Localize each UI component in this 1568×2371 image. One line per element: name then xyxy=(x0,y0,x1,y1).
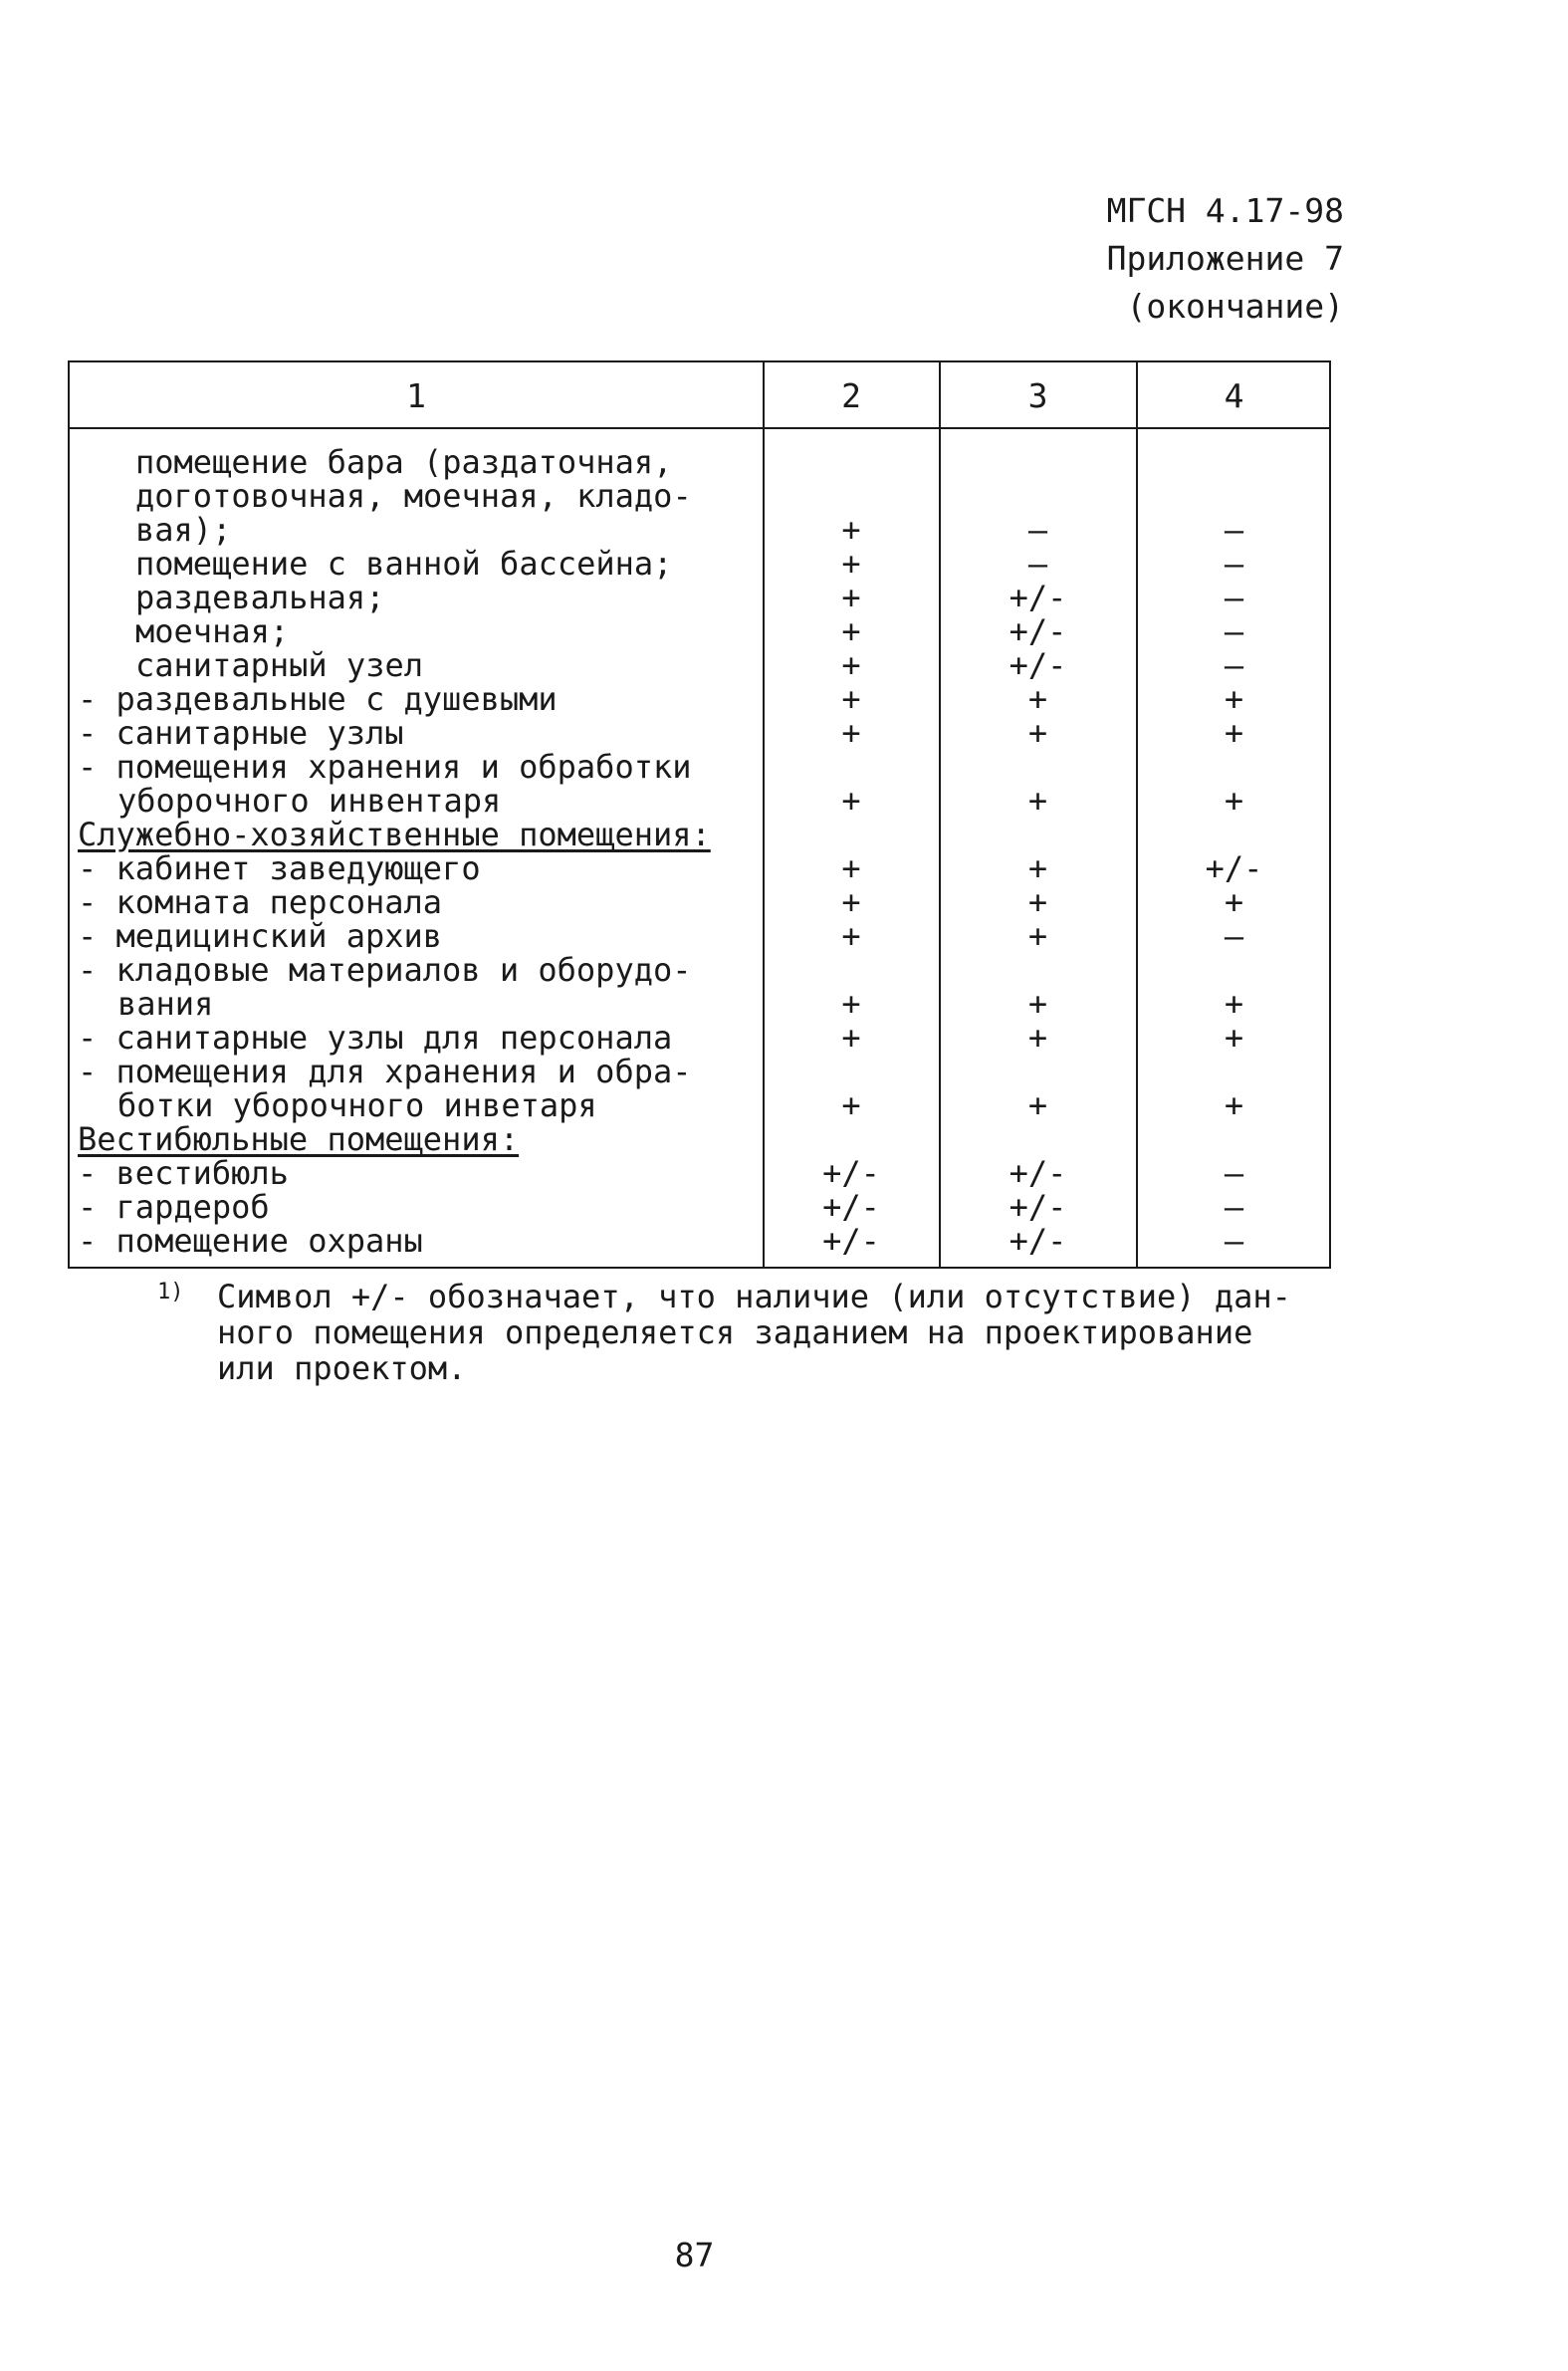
room-label: санитарный узел xyxy=(135,646,423,684)
table-row xyxy=(70,648,1329,682)
room-label: помещение бара (раздаточная, xyxy=(135,443,673,481)
value-col-4: – xyxy=(1224,511,1244,549)
continuation-note: (окончание) xyxy=(1126,287,1344,326)
value-col-3: – xyxy=(1027,545,1048,583)
room-label: - комната персонала xyxy=(78,883,443,921)
value-col-3: + xyxy=(1027,985,1048,1023)
appendix-label: Приложение 7 xyxy=(1106,239,1344,278)
footnote-line: Символ +/- обозначает, что наличие (или отсутствие) дан- xyxy=(217,1278,1291,1315)
value-col-2: + xyxy=(841,714,861,752)
value-col-3: +/- xyxy=(1008,1188,1067,1226)
value-col-4: + xyxy=(1224,883,1244,921)
value-col-2: + xyxy=(841,917,861,955)
value-col-4: – xyxy=(1224,1188,1244,1226)
room-label: доготовочная, моечная, кладо- xyxy=(135,477,692,515)
table-row xyxy=(70,1122,1329,1156)
value-col-4: – xyxy=(1224,612,1244,650)
table-row xyxy=(70,987,1329,1021)
table-row xyxy=(70,445,1329,479)
section-heading: Служебно-хозяйственные помещения: xyxy=(78,816,711,853)
value-col-4: +/- xyxy=(1205,849,1263,887)
room-label: - вестибюль xyxy=(78,1154,289,1192)
value-col-4: + xyxy=(1224,1086,1244,1124)
room-label: - раздевальные с душевыми xyxy=(78,680,558,718)
column-header-2: 2 xyxy=(841,376,861,415)
table-row xyxy=(70,581,1329,614)
room-label: - санитарные узлы xyxy=(78,714,404,752)
value-col-2: + xyxy=(841,782,861,820)
value-col-3: + xyxy=(1027,1019,1048,1057)
room-label: помещение с ванной бассейна; xyxy=(135,545,673,583)
value-col-2: + xyxy=(841,849,861,887)
table-row xyxy=(70,479,1329,513)
table-row xyxy=(70,1190,1329,1224)
table-row xyxy=(70,682,1329,716)
table-row xyxy=(70,614,1329,648)
table-row xyxy=(70,513,1329,547)
value-col-3: +/- xyxy=(1008,646,1067,684)
column-header-1: 1 xyxy=(406,376,426,415)
column-header-4: 4 xyxy=(1224,376,1244,415)
value-col-3: – xyxy=(1027,511,1048,549)
room-label: моечная; xyxy=(135,612,290,650)
value-col-4: – xyxy=(1224,646,1244,684)
room-label: - медицинский архив xyxy=(78,917,443,955)
value-col-3: + xyxy=(1027,680,1048,718)
room-label: - кабинет заведующего xyxy=(78,849,481,887)
value-col-4: + xyxy=(1224,985,1244,1023)
footnote-line: ного помещения определяется заданием на проектирование xyxy=(217,1313,1253,1351)
value-col-3: + xyxy=(1027,849,1048,887)
table-row xyxy=(70,784,1329,818)
page-number: 87 xyxy=(674,2236,715,2274)
value-col-4: + xyxy=(1224,782,1244,820)
value-col-2: + xyxy=(841,1086,861,1124)
value-col-3: +/- xyxy=(1008,579,1067,616)
table-row xyxy=(70,1224,1329,1258)
table-row xyxy=(70,1055,1329,1088)
value-col-4: – xyxy=(1224,1154,1244,1192)
value-col-3: +/- xyxy=(1008,1222,1067,1260)
value-col-2: + xyxy=(841,545,861,583)
room-label: вая); xyxy=(135,511,232,549)
header-divider xyxy=(70,427,1329,429)
value-col-3: + xyxy=(1027,883,1048,921)
rooms-table xyxy=(68,360,1331,1269)
value-col-2: +/- xyxy=(822,1188,880,1226)
value-col-4: + xyxy=(1224,714,1244,752)
value-col-4: + xyxy=(1224,680,1244,718)
value-col-3: + xyxy=(1027,782,1048,820)
value-col-4: – xyxy=(1224,545,1244,583)
value-col-2: + xyxy=(841,985,861,1023)
value-col-3: +/- xyxy=(1008,612,1067,650)
section-heading: Вестибюльные помещения: xyxy=(78,1120,520,1158)
table-row xyxy=(70,1088,1329,1122)
value-col-2: +/- xyxy=(822,1154,880,1192)
value-col-3: + xyxy=(1027,917,1048,955)
room-label: уборочного инвентаря xyxy=(117,782,502,820)
room-label: раздевальная; xyxy=(135,579,385,616)
value-col-3: + xyxy=(1027,1086,1048,1124)
table-row xyxy=(70,818,1329,851)
table-row xyxy=(70,919,1329,953)
room-label: ботки уборочного инветаря xyxy=(117,1086,597,1124)
value-col-3: + xyxy=(1027,714,1048,752)
value-col-2: + xyxy=(841,680,861,718)
table-row xyxy=(70,750,1329,784)
room-label: - помещения для хранения и обра- xyxy=(78,1053,692,1090)
table-row xyxy=(70,547,1329,581)
table-row xyxy=(70,1156,1329,1190)
value-col-4: – xyxy=(1224,917,1244,955)
room-label: - санитарные узлы для персонала xyxy=(78,1019,673,1057)
room-label: вания xyxy=(117,985,214,1023)
value-col-2: + xyxy=(841,612,861,650)
value-col-4: – xyxy=(1224,1222,1244,1260)
table-row xyxy=(70,885,1329,919)
value-col-2: + xyxy=(841,579,861,616)
page-header xyxy=(1085,187,1344,331)
table-row xyxy=(70,851,1329,885)
value-col-4: – xyxy=(1224,579,1244,616)
table-row xyxy=(70,716,1329,750)
column-header-3: 3 xyxy=(1027,376,1048,415)
value-col-2: + xyxy=(841,646,861,684)
room-label: - помещения хранения и обработки xyxy=(78,748,692,786)
value-col-2: + xyxy=(841,511,861,549)
value-col-2: +/- xyxy=(822,1222,880,1260)
room-label: - помещение охраны xyxy=(78,1222,423,1260)
room-label: - гардероб xyxy=(78,1188,270,1226)
room-label: - кладовые материалов и оборудо- xyxy=(78,951,692,989)
value-col-3: +/- xyxy=(1008,1154,1067,1192)
value-col-2: + xyxy=(841,1019,861,1057)
value-col-4: + xyxy=(1224,1019,1244,1057)
value-col-2: + xyxy=(841,883,861,921)
footnote-line: или проектом. xyxy=(217,1349,467,1387)
document-code: МГСН 4.17-98 xyxy=(1106,191,1344,230)
table-row xyxy=(70,953,1329,987)
table-row xyxy=(70,1021,1329,1055)
footnote-mark: 1) xyxy=(157,1280,184,1304)
